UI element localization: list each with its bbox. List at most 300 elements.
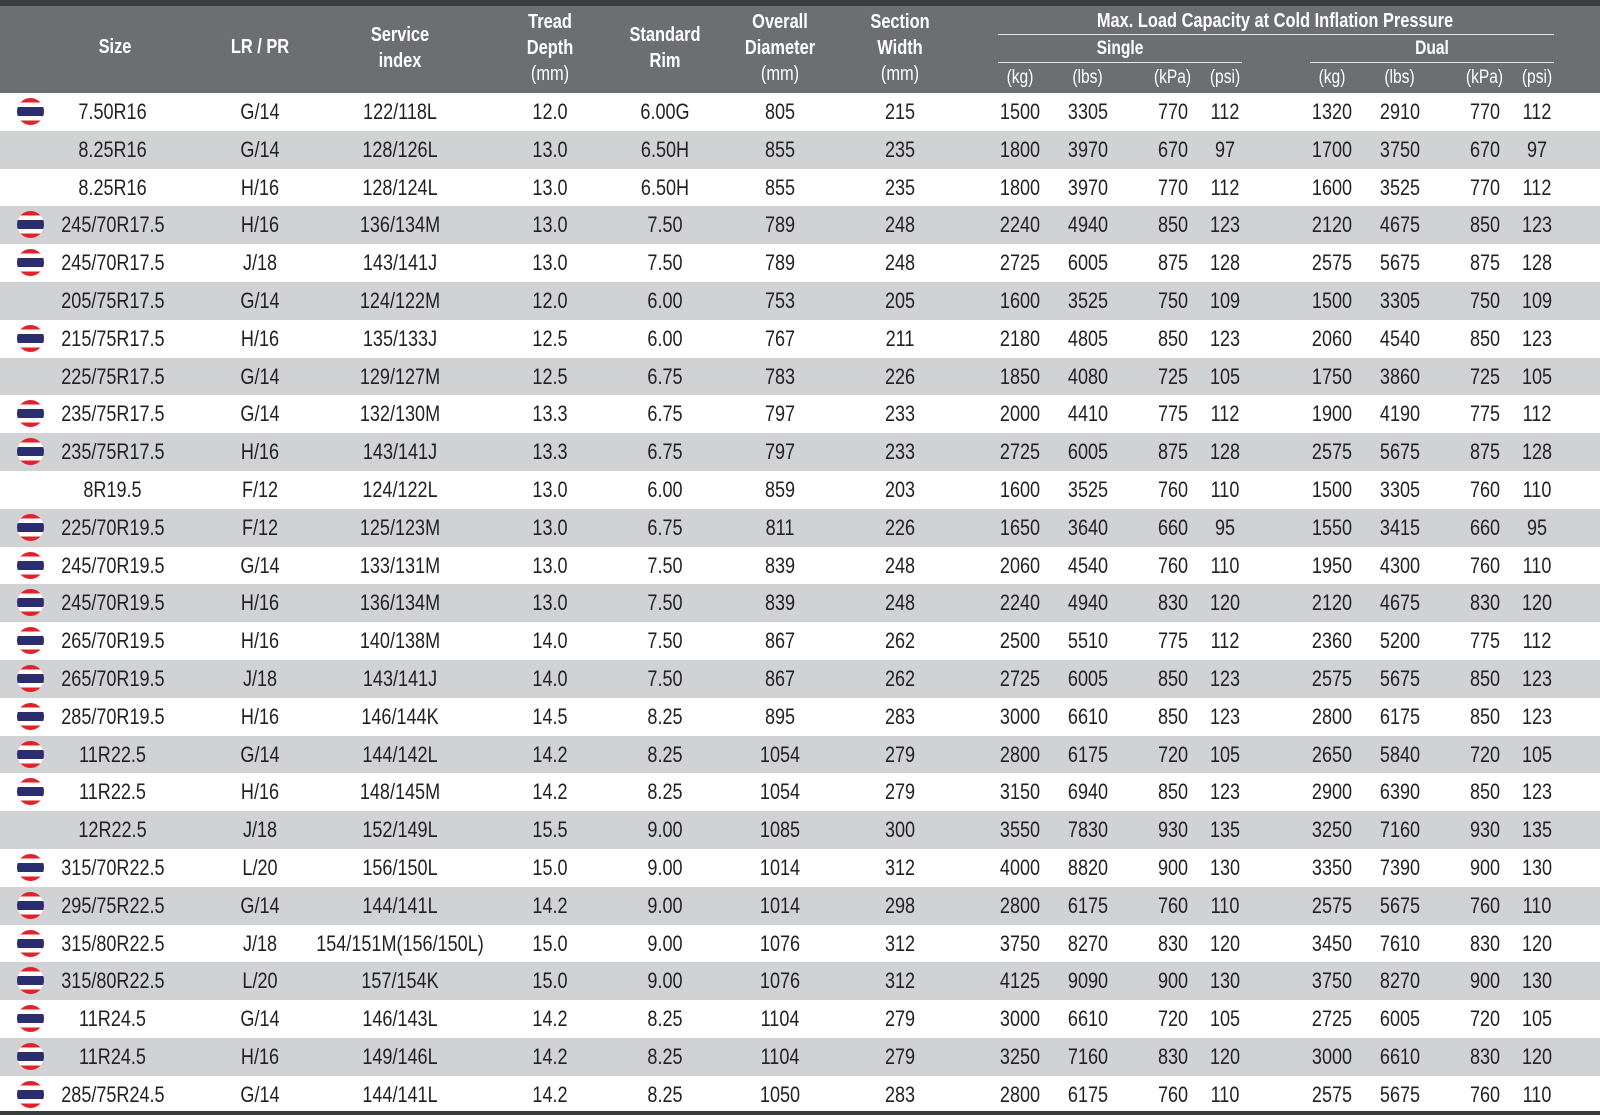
cell-single-lbs: 3525 — [1067, 476, 1109, 502]
cell-overall-diameter: 789 — [764, 212, 796, 238]
cell-dual-psi: 110 — [1522, 476, 1552, 502]
cell-single-kpa: 900 — [1157, 968, 1189, 994]
cell-single-kg: 1800 — [999, 136, 1041, 162]
thailand-flag-icon — [17, 665, 44, 692]
cell-dual-kg: 1750 — [1311, 363, 1353, 389]
cell-load-range: H/16 — [240, 590, 280, 616]
cell-tread-depth: 14.0 — [532, 665, 568, 691]
cell-single-kpa: 875 — [1157, 439, 1189, 465]
cell-size: 235/75R17.5 — [61, 401, 165, 427]
cell-single-kpa: 850 — [1157, 703, 1189, 729]
cell-tread-depth: 12.5 — [532, 363, 568, 389]
table-row — [0, 169, 1600, 207]
cell-overall-diameter: 855 — [764, 174, 796, 200]
cell-service-index: 124/122L — [362, 476, 438, 502]
cell-overall-diameter: 1076 — [759, 930, 801, 956]
cell-section-width: 235 — [884, 174, 916, 200]
cell-single-kpa: 750 — [1157, 287, 1189, 313]
cell-dual-psi: 97 — [1526, 136, 1548, 162]
cell-section-width: 226 — [884, 514, 916, 540]
cell-single-kpa: 850 — [1157, 665, 1189, 691]
cell-single-psi: 97 — [1214, 136, 1236, 162]
cell-dual-kpa: 875 — [1469, 439, 1501, 465]
header-dual: Dual — [1415, 38, 1449, 59]
cell-size: 245/70R17.5 — [61, 250, 165, 276]
cell-section-width: 283 — [884, 1081, 916, 1107]
cell-load-range: J/18 — [242, 930, 278, 956]
thailand-flag-icon — [17, 400, 44, 427]
cell-section-width: 279 — [884, 779, 916, 805]
cell-standard-rim: 7.50 — [647, 250, 683, 276]
cell-load-range: G/14 — [240, 741, 280, 767]
cell-dual-psi: 112 — [1522, 99, 1552, 124]
cell-dual-psi: 110 — [1522, 892, 1552, 918]
cell-dual-kpa: 660 — [1469, 514, 1501, 540]
cell-load-range: H/16 — [240, 174, 280, 200]
cell-load-range: H/16 — [240, 439, 280, 465]
cell-size: 285/75R24.5 — [61, 1081, 165, 1107]
cell-single-lbs: 6175 — [1067, 1081, 1109, 1107]
thailand-flag-icon — [17, 1081, 44, 1108]
cell-dual-kg: 1500 — [1311, 287, 1353, 313]
cell-section-width: 203 — [884, 476, 916, 502]
cell-single-kg: 3000 — [999, 1006, 1041, 1032]
thailand-flag-icon — [17, 627, 44, 654]
cell-service-index: 128/124L — [362, 174, 438, 200]
cell-dual-lbs: 3415 — [1379, 514, 1421, 540]
cell-size: 11R24.5 — [79, 1006, 146, 1032]
cell-standard-rim: 9.00 — [647, 892, 683, 918]
table-row — [0, 773, 1600, 811]
cell-single-kpa: 720 — [1157, 1006, 1189, 1032]
cell-single-kg: 1850 — [999, 363, 1041, 389]
cell-single-lbs: 3305 — [1067, 99, 1109, 124]
cell-dual-kg: 2060 — [1311, 325, 1353, 351]
cell-section-width: 312 — [884, 968, 916, 994]
table-row — [0, 433, 1600, 471]
cell-single-kpa: 830 — [1157, 930, 1189, 956]
table-row — [0, 509, 1600, 547]
cell-dual-kg: 1320 — [1311, 99, 1353, 124]
cell-single-lbs: 6940 — [1067, 779, 1109, 805]
table-row — [0, 395, 1600, 433]
table-row — [0, 547, 1600, 585]
thailand-flag-icon — [17, 98, 44, 125]
table-row — [0, 244, 1600, 282]
cell-overall-diameter: 895 — [764, 703, 796, 729]
cell-dual-kpa: 770 — [1469, 99, 1501, 124]
cell-single-lbs: 4805 — [1067, 325, 1109, 351]
cell-size: 215/75R17.5 — [61, 325, 165, 351]
cell-overall-diameter: 805 — [764, 99, 796, 124]
cell-single-kg: 2240 — [999, 212, 1041, 238]
thailand-flag-icon — [17, 438, 44, 465]
cell-single-lbs: 7160 — [1067, 1043, 1109, 1069]
cell-single-kg: 3150 — [999, 779, 1041, 805]
cell-dual-psi: 123 — [1521, 665, 1553, 691]
cell-single-psi: 105 — [1209, 363, 1241, 389]
cell-single-psi: 109 — [1209, 287, 1241, 313]
cell-single-kg: 3550 — [999, 817, 1041, 843]
cell-dual-psi: 120 — [1521, 590, 1553, 616]
cell-section-width: 226 — [884, 363, 916, 389]
cell-standard-rim: 6.00 — [647, 476, 683, 502]
cell-dual-kg: 1950 — [1311, 552, 1353, 578]
cell-single-kg: 2240 — [999, 590, 1041, 616]
cell-standard-rim: 8.25 — [647, 741, 683, 767]
cell-load-range: G/14 — [240, 99, 280, 124]
cell-section-width: 312 — [884, 854, 916, 880]
cell-standard-rim: 7.50 — [647, 552, 683, 578]
cell-standard-rim: 9.00 — [647, 854, 683, 880]
cell-section-width: 283 — [884, 703, 916, 729]
cell-single-kpa: 725 — [1157, 363, 1189, 389]
cell-single-psi: 123 — [1209, 325, 1241, 351]
table-row — [0, 698, 1600, 736]
cell-dual-psi: 123 — [1521, 779, 1553, 805]
cell-tread-depth: 12.5 — [532, 325, 568, 351]
unit-single-kpa: (kPa) — [1153, 67, 1192, 88]
cell-single-psi: 112 — [1210, 174, 1240, 200]
cell-load-range: G/14 — [240, 552, 280, 578]
cell-single-psi: 123 — [1209, 212, 1241, 238]
cell-single-psi: 110 — [1210, 892, 1240, 918]
unit-dual-lbs: (lbs) — [1384, 67, 1415, 88]
cell-single-kg: 2725 — [999, 439, 1041, 465]
cell-service-index: 143/141J — [362, 665, 438, 691]
cell-service-index: 144/141L — [362, 892, 438, 918]
cell-tread-depth: 15.0 — [532, 930, 568, 956]
cell-single-kg: 3000 — [999, 703, 1041, 729]
cell-service-index: 143/141J — [362, 250, 438, 276]
thailand-flag-icon — [17, 741, 44, 768]
cell-single-lbs: 8270 — [1067, 930, 1109, 956]
cell-dual-kg: 2900 — [1311, 779, 1353, 805]
cell-dual-kpa: 900 — [1469, 854, 1501, 880]
cell-dual-kg: 3450 — [1311, 930, 1353, 956]
cell-dual-lbs: 7610 — [1379, 930, 1421, 956]
cell-dual-psi: 109 — [1521, 287, 1553, 313]
cell-overall-diameter: 1076 — [759, 968, 801, 994]
thailand-flag-icon — [17, 703, 44, 730]
cell-section-width: 233 — [884, 401, 916, 427]
cell-standard-rim: 6.75 — [647, 514, 683, 540]
cell-single-psi: 120 — [1209, 1043, 1241, 1069]
cell-overall-diameter: 855 — [764, 136, 796, 162]
table-row — [0, 1000, 1600, 1038]
cell-dual-kpa: 770 — [1469, 174, 1501, 200]
cell-single-kpa: 660 — [1157, 514, 1189, 540]
cell-dual-lbs: 7160 — [1379, 817, 1421, 843]
cell-dual-kpa: 760 — [1469, 552, 1501, 578]
cell-single-lbs: 6175 — [1067, 741, 1109, 767]
cell-single-psi: 110 — [1210, 1081, 1240, 1107]
cell-service-index: 156/150L — [362, 854, 438, 880]
cell-dual-lbs: 3750 — [1379, 136, 1421, 162]
thailand-flag-icon — [17, 249, 44, 276]
cell-service-index: 135/133J — [362, 325, 438, 351]
thailand-flag-icon — [17, 778, 44, 805]
thailand-flag-icon — [17, 854, 44, 881]
cell-dual-kpa: 875 — [1469, 250, 1501, 276]
cell-single-psi: 95 — [1214, 514, 1236, 540]
cell-load-range: G/14 — [240, 136, 280, 162]
thailand-flag-icon — [17, 211, 44, 238]
cell-size: 315/80R22.5 — [61, 968, 165, 994]
table-row — [0, 962, 1600, 1000]
cell-single-psi: 105 — [1209, 741, 1241, 767]
cell-standard-rim: 8.25 — [647, 1081, 683, 1107]
cell-dual-lbs: 6610 — [1379, 1043, 1421, 1069]
cell-single-psi: 110 — [1210, 476, 1240, 502]
cell-single-kpa: 850 — [1157, 779, 1189, 805]
cell-single-lbs: 6610 — [1067, 1006, 1109, 1032]
cell-tread-depth: 13.0 — [532, 476, 568, 502]
cell-overall-diameter: 839 — [764, 590, 796, 616]
cell-single-lbs: 7830 — [1067, 817, 1109, 843]
cell-size: 225/70R19.5 — [61, 514, 165, 540]
cell-load-range: H/16 — [240, 703, 280, 729]
thailand-flag-icon — [17, 930, 44, 957]
cell-dual-kg: 1900 — [1311, 401, 1353, 427]
cell-overall-diameter: 867 — [764, 628, 796, 654]
cell-single-kpa: 760 — [1157, 892, 1189, 918]
cell-size: 265/70R19.5 — [61, 665, 165, 691]
cell-single-psi: 128 — [1209, 250, 1241, 276]
cell-dual-kg: 2360 — [1311, 628, 1353, 654]
cell-single-kg: 1600 — [999, 287, 1041, 313]
cell-standard-rim: 9.00 — [647, 817, 683, 843]
table-row — [0, 358, 1600, 396]
thailand-flag-icon — [17, 325, 44, 352]
cell-single-kg: 2180 — [999, 325, 1041, 351]
cell-overall-diameter: 1104 — [760, 1043, 800, 1069]
unit-dual-kpa: (kPa) — [1465, 67, 1504, 88]
cell-tread-depth: 13.3 — [532, 401, 568, 427]
cell-dual-kg: 1550 — [1311, 514, 1353, 540]
cell-single-kpa: 900 — [1157, 854, 1189, 880]
cell-single-lbs: 6005 — [1067, 250, 1109, 276]
cell-load-range: J/18 — [242, 817, 278, 843]
cell-dual-lbs: 5675 — [1379, 892, 1421, 918]
header-overall-diameter: Overall Diameter (mm) — [744, 11, 816, 85]
cell-dual-kpa: 775 — [1469, 628, 1501, 654]
cell-service-index: 157/154K — [361, 968, 439, 994]
cell-dual-kpa: 760 — [1469, 892, 1501, 918]
cell-single-lbs: 6175 — [1067, 892, 1109, 918]
cell-tread-depth: 15.0 — [532, 854, 568, 880]
cell-load-range: H/16 — [240, 212, 280, 238]
cell-single-kg: 1800 — [999, 174, 1041, 200]
cell-overall-diameter: 1054 — [759, 741, 801, 767]
cell-tread-depth: 13.0 — [532, 250, 568, 276]
cell-dual-kpa: 930 — [1469, 817, 1501, 843]
thailand-flag-icon — [17, 589, 44, 616]
cell-single-kg: 2500 — [999, 628, 1041, 654]
header-tread-depth: Tread Depth (mm) — [526, 11, 574, 85]
cell-dual-psi: 135 — [1521, 817, 1553, 843]
cell-dual-kg: 1500 — [1311, 476, 1353, 502]
cell-dual-kpa: 830 — [1469, 1043, 1501, 1069]
cell-dual-kg: 3250 — [1311, 817, 1353, 843]
cell-single-kg: 3750 — [999, 930, 1041, 956]
thailand-flag-icon — [17, 892, 44, 919]
cell-single-lbs: 9090 — [1067, 968, 1109, 994]
cell-size: 285/70R19.5 — [61, 703, 165, 729]
thailand-flag-icon — [17, 967, 44, 994]
cell-tread-depth: 13.3 — [532, 439, 568, 465]
cell-tread-depth: 14.2 — [532, 1081, 568, 1107]
cell-load-range: G/14 — [240, 892, 280, 918]
cell-dual-kpa: 850 — [1469, 703, 1501, 729]
table-row — [0, 282, 1600, 320]
cell-size: 11R22.5 — [79, 741, 146, 767]
cell-standard-rim: 6.00G — [640, 99, 690, 124]
table-row — [0, 1038, 1600, 1076]
cell-service-index: 125/123M — [359, 514, 441, 540]
cell-standard-rim: 6.75 — [647, 363, 683, 389]
cell-service-index: 122/118L — [363, 99, 437, 124]
cell-dual-lbs: 5675 — [1379, 1081, 1421, 1107]
cell-standard-rim: 7.50 — [647, 590, 683, 616]
cell-standard-rim: 6.75 — [647, 401, 683, 427]
cell-size: 12R22.5 — [78, 817, 147, 843]
table-row — [0, 1076, 1600, 1114]
table-row — [0, 131, 1600, 169]
cell-load-range: L/20 — [242, 968, 278, 994]
cell-single-lbs: 6610 — [1067, 703, 1109, 729]
cell-size: 8R19.5 — [83, 476, 142, 502]
cell-load-range: H/16 — [240, 325, 280, 351]
cell-load-range: J/18 — [242, 250, 278, 276]
cell-dual-lbs: 3305 — [1379, 476, 1421, 502]
cell-single-psi: 123 — [1209, 779, 1241, 805]
cell-section-width: 233 — [884, 439, 916, 465]
cell-tread-depth: 13.0 — [532, 212, 568, 238]
cell-single-lbs: 3525 — [1067, 287, 1109, 313]
cell-overall-diameter: 767 — [764, 325, 796, 351]
cell-single-lbs: 4940 — [1067, 212, 1109, 238]
cell-dual-kg: 2800 — [1311, 703, 1353, 729]
cell-section-width: 248 — [884, 552, 916, 578]
cell-single-lbs: 3640 — [1067, 514, 1109, 540]
cell-single-kg: 3250 — [999, 1043, 1041, 1069]
cell-overall-diameter: 1054 — [759, 779, 801, 805]
cell-dual-psi: 95 — [1526, 514, 1548, 540]
cell-service-index: 140/138M — [359, 628, 441, 654]
cell-tread-depth: 13.0 — [532, 590, 568, 616]
cell-dual-lbs: 2910 — [1379, 99, 1421, 124]
cell-dual-kg: 2575 — [1311, 1081, 1353, 1107]
cell-tread-depth: 15.5 — [532, 817, 568, 843]
cell-dual-lbs: 6390 — [1379, 779, 1421, 805]
cell-standard-rim: 6.00 — [647, 325, 683, 351]
cell-size: 205/75R17.5 — [61, 287, 165, 313]
header-divider — [998, 34, 1554, 35]
header-service-index: Service index — [370, 24, 430, 72]
table-row — [0, 660, 1600, 698]
cell-service-index: 148/145M — [359, 779, 441, 805]
cell-single-kg: 2800 — [999, 892, 1041, 918]
cell-service-index: 144/142L — [362, 741, 438, 767]
cell-load-range: F/12 — [241, 514, 279, 540]
unit-single-kg: (kg) — [1006, 67, 1034, 88]
cell-single-kg: 2000 — [999, 401, 1041, 427]
cell-single-kpa: 720 — [1157, 741, 1189, 767]
cell-section-width: 215 — [884, 99, 916, 124]
cell-single-lbs: 4080 — [1067, 363, 1109, 389]
cell-dual-kpa: 850 — [1469, 325, 1501, 351]
cell-dual-psi: 120 — [1521, 930, 1553, 956]
cell-single-kg: 2800 — [999, 741, 1041, 767]
cell-standard-rim: 8.25 — [647, 1043, 683, 1069]
cell-dual-lbs: 4190 — [1379, 401, 1421, 427]
cell-dual-kpa: 760 — [1469, 476, 1501, 502]
cell-single-psi: 123 — [1209, 703, 1241, 729]
cell-tread-depth: 12.0 — [532, 287, 568, 313]
cell-standard-rim: 9.00 — [647, 930, 683, 956]
cell-dual-kg: 2120 — [1311, 212, 1353, 238]
cell-overall-diameter: 1050 — [759, 1081, 801, 1107]
cell-service-index: 149/146L — [362, 1043, 438, 1069]
header-section-width: Section Width (mm) — [870, 11, 930, 85]
cell-dual-lbs: 6005 — [1379, 1006, 1421, 1032]
cell-standard-rim: 6.50H — [640, 136, 690, 162]
cell-single-kpa: 770 — [1157, 174, 1189, 200]
cell-dual-lbs: 5840 — [1379, 741, 1421, 767]
cell-single-kpa: 875 — [1157, 250, 1189, 276]
cell-single-lbs: 4410 — [1067, 401, 1109, 427]
cell-dual-kg: 1700 — [1311, 136, 1353, 162]
thailand-flag-icon — [17, 1005, 44, 1032]
cell-standard-rim: 6.50H — [640, 174, 690, 200]
cell-single-psi: 130 — [1209, 968, 1241, 994]
table-row — [0, 320, 1600, 358]
cell-single-kpa: 850 — [1157, 212, 1189, 238]
cell-size: 7.50R16 — [78, 99, 147, 124]
cell-service-index: 146/143L — [362, 1006, 438, 1032]
table-row — [0, 736, 1600, 774]
cell-dual-lbs: 4540 — [1379, 325, 1421, 351]
cell-tread-depth: 14.2 — [532, 741, 568, 767]
cell-single-kg: 4000 — [999, 854, 1041, 880]
cell-service-index: 136/134M — [359, 590, 441, 616]
table-header — [0, 6, 1600, 93]
cell-standard-rim: 9.00 — [647, 968, 683, 994]
cell-section-width: 248 — [884, 590, 916, 616]
cell-service-index: 128/126L — [362, 136, 438, 162]
cell-section-width: 300 — [884, 817, 916, 843]
table-body — [0, 93, 1600, 1114]
table-row — [0, 925, 1600, 963]
cell-section-width: 248 — [884, 212, 916, 238]
cell-dual-lbs: 5675 — [1379, 665, 1421, 691]
cell-dual-kpa: 830 — [1469, 930, 1501, 956]
cell-section-width: 312 — [884, 930, 916, 956]
cell-load-range: G/14 — [240, 287, 280, 313]
cell-dual-lbs: 4675 — [1379, 590, 1421, 616]
cell-dual-kpa: 900 — [1469, 968, 1501, 994]
table-row — [0, 584, 1600, 622]
cell-tread-depth: 13.0 — [532, 136, 568, 162]
table-row — [0, 849, 1600, 887]
cell-tread-depth: 15.0 — [532, 968, 568, 994]
cell-dual-lbs: 5200 — [1379, 628, 1421, 654]
cell-single-lbs: 3970 — [1067, 136, 1109, 162]
cell-single-lbs: 4540 — [1067, 552, 1109, 578]
cell-overall-diameter: 753 — [764, 287, 796, 313]
cell-overall-diameter: 867 — [764, 665, 796, 691]
